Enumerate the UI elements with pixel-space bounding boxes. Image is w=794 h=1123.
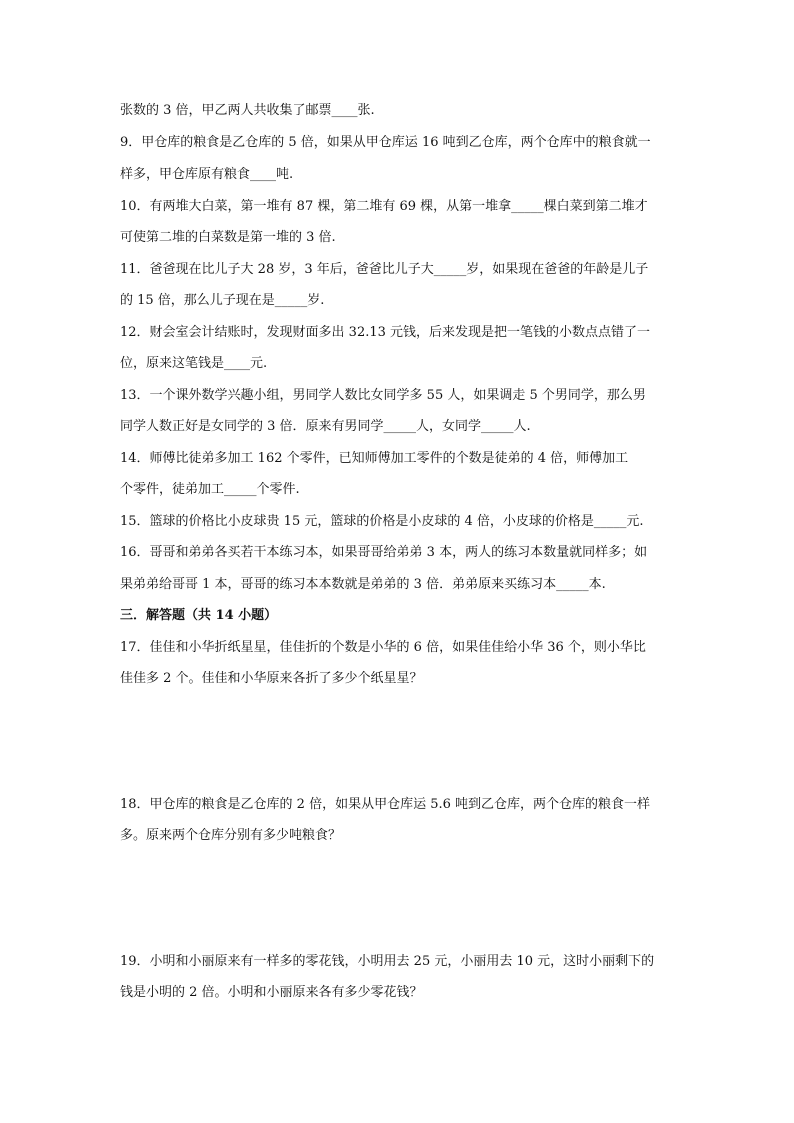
problem-9-line-2: 样多，甲仓库原有粮食____吨. <box>120 167 294 182</box>
problem-11-line-1: 11．爸爸现在比儿子大 28 岁，3 年后，爸爸比儿子大_____岁，如果现在爸爸的年龄是儿子 <box>120 262 649 277</box>
problem-16-line-1: 16．哥哥和弟弟各买若干本练习本，如果哥哥给弟弟 3 本，两人的练习本数量就同样多；如 <box>120 545 648 560</box>
problem-10-line-2: 可使第二堆的白菜数是第一堆的 3 倍. <box>120 230 336 245</box>
problem-9-line-1: 9．甲仓库的粮食是乙仓库的 5 倍，如果从甲仓库运 16 吨到乙仓库，两个仓库中的粮食就一 <box>120 135 651 150</box>
problem-19-line-2: 钱是小明的 2 倍。小明和小丽原来各有多少零花钱？ <box>120 985 423 1000</box>
problem-14-line-2: 个零件，徒弟加工_____个零件. <box>120 482 300 497</box>
problem-8-continuation: 张数的 3 倍，甲乙两人共收集了邮票____张. <box>120 103 375 118</box>
problem-18-line-1: 18．甲仓库的粮食是乙仓库的 2 倍，如果从甲仓库运 5.6 吨到乙仓库，两个仓库的粮食一样 <box>120 797 651 812</box>
problem-17-line-2: 佳佳多 2 个。佳佳和小华原来各折了多少个纸星星？ <box>120 671 423 686</box>
problem-12-line-2: 位，原来这笔钱是____元. <box>120 356 268 371</box>
problem-19-line-1: 19．小明和小丽原来有一样多的零花钱，小明用去 25 元，小丽用去 10 元，这时小丽剩下的 <box>120 954 655 969</box>
problem-13-line-2: 同学人数正好是女同学的 3 倍．原来有男同学_____人，女同学_____人. <box>120 419 531 434</box>
problem-14-line-1: 14．师傅比徒弟多加工 162 个零件，已知师傅加工零件的个数是徒弟的 4 倍，师傅加工 <box>120 451 629 466</box>
problem-11-line-2: 的 15 倍，那么儿子现在是_____岁. <box>120 293 325 308</box>
problem-16-line-2: 果弟弟给哥哥 1 本，哥哥的练习本本数就是弟弟的 3 倍．弟弟原来买练习本_____本. <box>120 577 606 592</box>
problem-12-line-1: 12．财会室会计结账时，发现财面多出 32.13 元钱，后来发现是把一笔钱的小数点点错了一 <box>120 325 651 340</box>
section-heading-answers: 三．解答题（共 14 小题） <box>120 608 278 623</box>
problem-13-line-1: 13．一个课外数学兴趣小组，男同学人数比女同学多 55 人，如果调走 5 个男同学，那么男 <box>120 388 646 403</box>
problem-18-line-2: 多。原来两个仓库分别有多少吨粮食？ <box>120 828 342 843</box>
problem-15-line-1: 15．篮球的价格比小皮球贵 15 元，篮球的价格是小皮球的 4 倍，小皮球的价格是_____元. <box>120 514 644 529</box>
problem-17-line-1: 17．佳佳和小华折纸星星，佳佳折的个数是小华的 6 倍，如果佳佳给小华 36 个，则小华比 <box>120 640 646 655</box>
problem-10-line-1: 10．有两堆大白菜，第一堆有 87 棵，第二堆有 69 棵，从第一堆拿_____棵白菜到第二堆才 <box>120 199 648 214</box>
